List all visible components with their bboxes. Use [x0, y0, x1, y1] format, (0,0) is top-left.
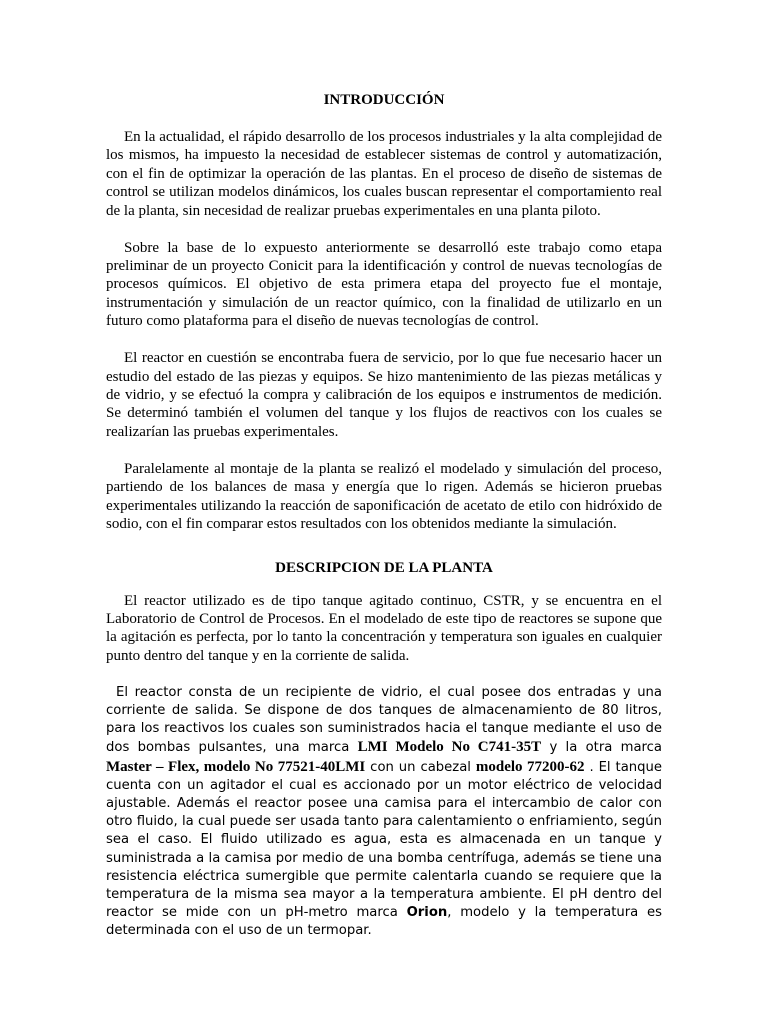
ph-meter-brand: Orion: [406, 905, 448, 921]
planta-p2-text-c: con un cabezal: [365, 759, 476, 775]
planta-p2-text-e: , modelo y la temperatura es determinada con el uso de un termopar.: [106, 905, 662, 939]
heading-descripcion-planta: DESCRIPCION DE LA PLANTA: [275, 559, 493, 576]
head-model: modelo 77200-62: [475, 758, 585, 775]
planta-p2-text-d: . El tanque cuenta con un agitador el cual es accionado por un motor eléctrico de velocidad ajustable. Además el reactor posee una camisa para el intercambio de calor con otro fluido, la cual puede ser usada tanto para calentamiento o enfriamiento, según sea el caso. El fluido utilizado es agua, esta es almacenada en un tanque y suministrada a la camisa por medio de una bomba centrífuga, además se tiene una resistencia eléctrica sumergible que permite calentarla cuando se requiere que la temperatura de la misma sea mayor a la temperatura ambiente. El pH dentro del reactor se mide con un pH-metro marca: [106, 759, 662, 921]
intro-paragraph-3: El reactor en cuestión se encontraba fuera de servicio, por lo que fue necesario hacer un estudio del estado de las piezas y equipos. Se hizo mantenimiento de las piezas metálicas y de vidrio, y se efectuó la compra y calibración de los equipos e instrumentos de medición. Se determinó también el volumen del tanque y los flujos de reactivos con los cuales se realizarían las pruebas experimentales.: [106, 350, 662, 440]
pump-model-masterflex: Master – Flex, modelo No 77521-40LMI: [106, 758, 366, 775]
planta-paragraph-1: El reactor utilizado es de tipo tanque agitado continuo, CSTR, y se encuentra en el Laboratorio de Control de Procesos. En el modelado de este tipo de reactores se supone que la agitación es perfecta, por lo tanto la concentración y temperatura son iguales en cualquier punto dentro del tanque y en la corriente de salida.: [106, 592, 662, 664]
planta-p2-text-b: y la otra marca: [541, 740, 662, 756]
document-page: [106, 90, 662, 941]
intro-paragraph-4: Paralelamente al montaje de la planta se realizó el modelado y simulación del proceso, partiendo de los balances de masa y energía que lo rigen. Además se hicieron pruebas experimentales utilizando la reacción de saponificación de acetato de etilo con hidróxido de sodio, con el fin comparar estos resultados con los obtenidos mediante la simulación.: [106, 460, 662, 533]
planta-p2-text-a: El reactor consta de un recipiente de vidrio, el cual posee dos entradas y una corriente de salida. Se dispone de dos tanques de almacenamiento de 80 litros, para los reactivos los cuales son suministrados hacia el tanque mediante el uso de dos bombas pulsantes, una marca: [106, 684, 662, 756]
intro-paragraph-1: En la actualidad, el rápido desarrollo de los procesos industriales y la alta complejidad de los mismos, ha impuesto la necesidad de establecer sistemas de control y automatización, con el fin de optimizar la operación de las plantas. En el proceso de diseño de sistemas de control se utilizan modelos dinámicos, los cuales buscan representar el comportamiento real de la planta, sin necesidad de realizar pruebas experimentales en una planta piloto.: [106, 129, 662, 219]
intro-paragraph-2: Sobre la base de lo expuesto anteriormente se desarrolló este trabajo como etapa preliminar de un proyecto Conicit para la identificación y control de nuevas tecnologías de procesos químicos. El objetivo de esta primera etapa del proyecto fue el montaje, instrumentación y simulación de un reactor químico, con la finalidad de utilizarlo en un futuro como plataforma para el diseño de nuevas tecnologías de control.: [106, 239, 662, 330]
pump-model-lmi: LMI Modelo No C741-35T: [357, 739, 542, 756]
planta-paragraph-2: [106, 684, 662, 941]
heading-introduccion: INTRODUCCIÓN: [323, 92, 445, 108]
